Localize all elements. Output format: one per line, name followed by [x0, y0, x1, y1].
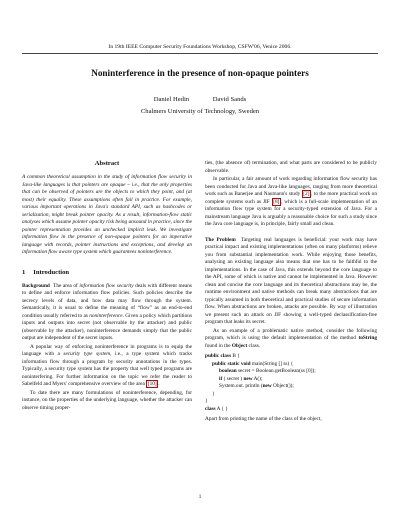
- paragraph: As an example of a problematic native method, consider the following program, which is using the default implementation of the method toString found in the Object class.: [205, 327, 377, 349]
- author-name: Daniel Hedin: [153, 96, 190, 103]
- author-name: David Sands: [212, 96, 247, 103]
- paragraph: In particular, a fair amount of work regarding information flow security has been conducted for Java and Java-like languages, ranging from more theoretical work such as Banerjee and Naumann's study [2] , to the more practical work on complete systems such as JIF [8] , which is a full-scale implementation of an information flow type system for a security-typed extension of Java. For a mainstream language Java is arguably a reasonable choice for such a study since the Java core language is, in principle, fairly small and clean.: [205, 176, 377, 227]
- paragraph: A popular way of enforcing noninterference in programs is to equip the language with a security type system, i.e., a type system which tracks information flow through a program by security annotations in the types. Typically, a security type system has the property that well typed programs are noninterfering. For further information on the topic we refer the reader to Sabelfeld and Myers' comprehensive overview of the area [10] .: [22, 343, 192, 387]
- runin-heading: Background: [22, 282, 50, 289]
- code-line: }: [212, 390, 215, 397]
- citation-link[interactable]: [8]: [273, 198, 280, 205]
- code-line: class A { }: [205, 405, 228, 412]
- paragraph: The Problem Targeting real languages is beneficial: your work may have practical impact and existing implementations (often on many platforms) relieve you from substantial implementation work. While enjoying those benefits, analysing an existing language also means that one has to be faithful to the implementations. In the case of Java, this extends beyond the core language to the API, some of which is native and cannot be implemented in Java. However clean and concise the core language and its theoretical abstractions may be, the runtime environment and native methods can break many abstractions that are typically assumed in both theoretical and practical studies of secure information flow. When abstractions are broken, attacks are possible. By way of illustration we present such an attack on JIF showing a well-typed declassification-free program that leaks its secret.: [205, 236, 378, 325]
- paragraph: Background The area of information flow security deals with different means to define and enforce information flow policies. Such policies describe the secrecy levels of data, and how data may flow through the system. Semantically, it is usual to define the meaning of “flow” as an end-to-end condition usually referred to as noninterference. Given a policy which partitions inputs and outputs into secret (not observable by the attacker) and public (observable by the attacker), noninterference demands simply that the public output are independent of the secret inputs.: [22, 282, 193, 341]
- code-line: if ( secret ) new A();: [219, 375, 263, 382]
- section-heading: [22, 269, 192, 277]
- code-listing: [205, 353, 377, 413]
- paragraph: Apart from printing the name of the class of the object,: [205, 416, 322, 422]
- code-line: }: [205, 398, 208, 404]
- running-header: In 19th IEEE Computer Security Foundations Workshop, CSFW'06, Venice 2006.: [108, 44, 292, 50]
- section-number: 1: [22, 268, 26, 276]
- citation-link[interactable]: [10]: [147, 381, 157, 387]
- code-line: System.out. println (new Object());: [219, 383, 294, 389]
- citation-link[interactable]: [2]: [303, 191, 310, 197]
- author-list: [0, 96, 400, 103]
- runin-heading: The Problem: [205, 236, 236, 243]
- section-title: Introduction: [33, 268, 70, 276]
- paper-title: Noninterference in the presence of non-opaque pointers: [91, 68, 309, 78]
- left-column: [22, 160, 192, 413]
- page-number: 1: [198, 494, 202, 500]
- header-rule: [22, 53, 378, 54]
- paragraph: ties, (the absence of) termination, and what parts are considered to be publicly observable.: [205, 160, 377, 174]
- paragraph: To date there are many formulations of noninterference, depending, for instance, on the properties of the underlying language, whether the attacker can observe timing proper-: [22, 389, 192, 411]
- affiliation: Chalmers University of Technology, Sweden: [140, 108, 260, 115]
- right-column: [205, 160, 377, 425]
- code-line: public class B {: [205, 353, 240, 359]
- abstract-heading: Abstract: [94, 160, 120, 167]
- code-line: boolean secret = Boolean.getBoolean(ss [0]);: [219, 368, 316, 374]
- code-line: public static void main(String [] ss) {: [212, 360, 294, 367]
- abstract-text: A common theoretical assumption in the study of information flow security in Java-like languages is that pointers are opaque – i.e., that the only properties that can be observed of pointers are the objects to which they point, and (at most) their equality. These assumptions often fail in practice. For example, various important operations in Java's standard API, such as hashcodes or serialization, might break pointer opacity. As a result, information-flow static analyses which assume pointer opacity risk being unsound in practice, since the pointer representation provides an unchecked implicit leak. We investigate information flow in the presence of non-opaque pointers for an imperative language with records, pointer instructions and exceptions, and develop an information flow aware type system which guarantees noninterference.: [22, 174, 192, 255]
